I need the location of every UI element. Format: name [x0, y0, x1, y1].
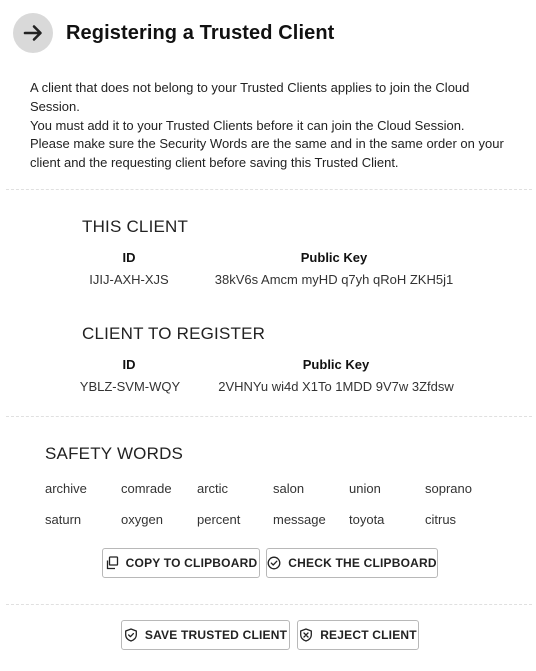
shield-x-icon — [299, 628, 313, 642]
client-to-register-title: CLIENT TO REGISTER — [82, 324, 266, 343]
register-client-id: YBLZ-SVM-WQY — [79, 379, 181, 394]
this-client-key-label: Public Key — [300, 250, 368, 265]
safety-word: saturn — [45, 512, 82, 527]
divider — [6, 189, 532, 190]
check-circle-icon — [267, 556, 281, 570]
safety-word: soprano — [425, 481, 472, 496]
save-trusted-client-label: SAVE TRUSTED CLIENT — [144, 628, 288, 642]
this-client-key: 38kV6s Amcm myHD q7yh qRoH ZKH5j1 — [214, 272, 454, 287]
safety-word: message — [273, 512, 326, 527]
divider — [6, 416, 532, 417]
safety-word: percent — [197, 512, 241, 527]
intro-text — [30, 79, 520, 173]
divider — [6, 604, 532, 605]
intro-line-3: Please make sure the Security Words are the same and in the same order on your client and the requesting client before saving this Trusted Client. — [30, 136, 504, 171]
reject-client-button[interactable] — [297, 620, 419, 650]
check-clipboard-button[interactable] — [266, 548, 438, 578]
check-clipboard-label: CHECK THE CLIPBOARD — [288, 556, 437, 570]
intro-line-2: You must add it to your Trusted Clients before it can join the Cloud Session. — [30, 117, 465, 133]
safety-word: toyota — [349, 512, 385, 527]
arrow-right-icon — [22, 22, 44, 44]
this-client-title: THIS CLIENT — [82, 217, 189, 236]
copy-icon — [105, 556, 119, 570]
copy-to-clipboard-button[interactable] — [102, 548, 260, 578]
back-button[interactable] — [13, 13, 53, 53]
register-client-key: 2VHNYu wi4d X1To 1MDD 9V7w 3Zfdsw — [218, 379, 454, 394]
this-client-id-label: ID — [122, 250, 136, 265]
safety-word: union — [349, 481, 381, 496]
shield-check-icon — [124, 628, 138, 642]
safety-words-title: SAFETY WORDS — [45, 444, 184, 463]
register-client-id-label: ID — [122, 357, 136, 372]
this-client-id: IJIJ-AXH-XJS — [89, 272, 169, 287]
safety-word: comrade — [121, 481, 172, 496]
safety-word: salon — [273, 481, 305, 496]
safety-word: citrus — [425, 512, 457, 527]
intro-line-1: A client that does not belong to your Trusted Clients applies to join the Cloud Session. — [30, 80, 470, 114]
page-title: Registering a Trusted Client — [66, 22, 335, 44]
safety-word: arctic — [197, 481, 229, 496]
copy-to-clipboard-label: COPY TO CLIPBOARD — [125, 556, 258, 570]
save-trusted-client-button[interactable] — [121, 620, 290, 650]
reject-client-label: REJECT CLIENT — [320, 628, 417, 642]
safety-words-grid — [45, 480, 515, 529]
safety-word: archive — [45, 481, 87, 496]
safety-word: oxygen — [121, 512, 163, 527]
register-client-key-label: Public Key — [302, 357, 370, 372]
dialog-header — [0, 0, 536, 70]
